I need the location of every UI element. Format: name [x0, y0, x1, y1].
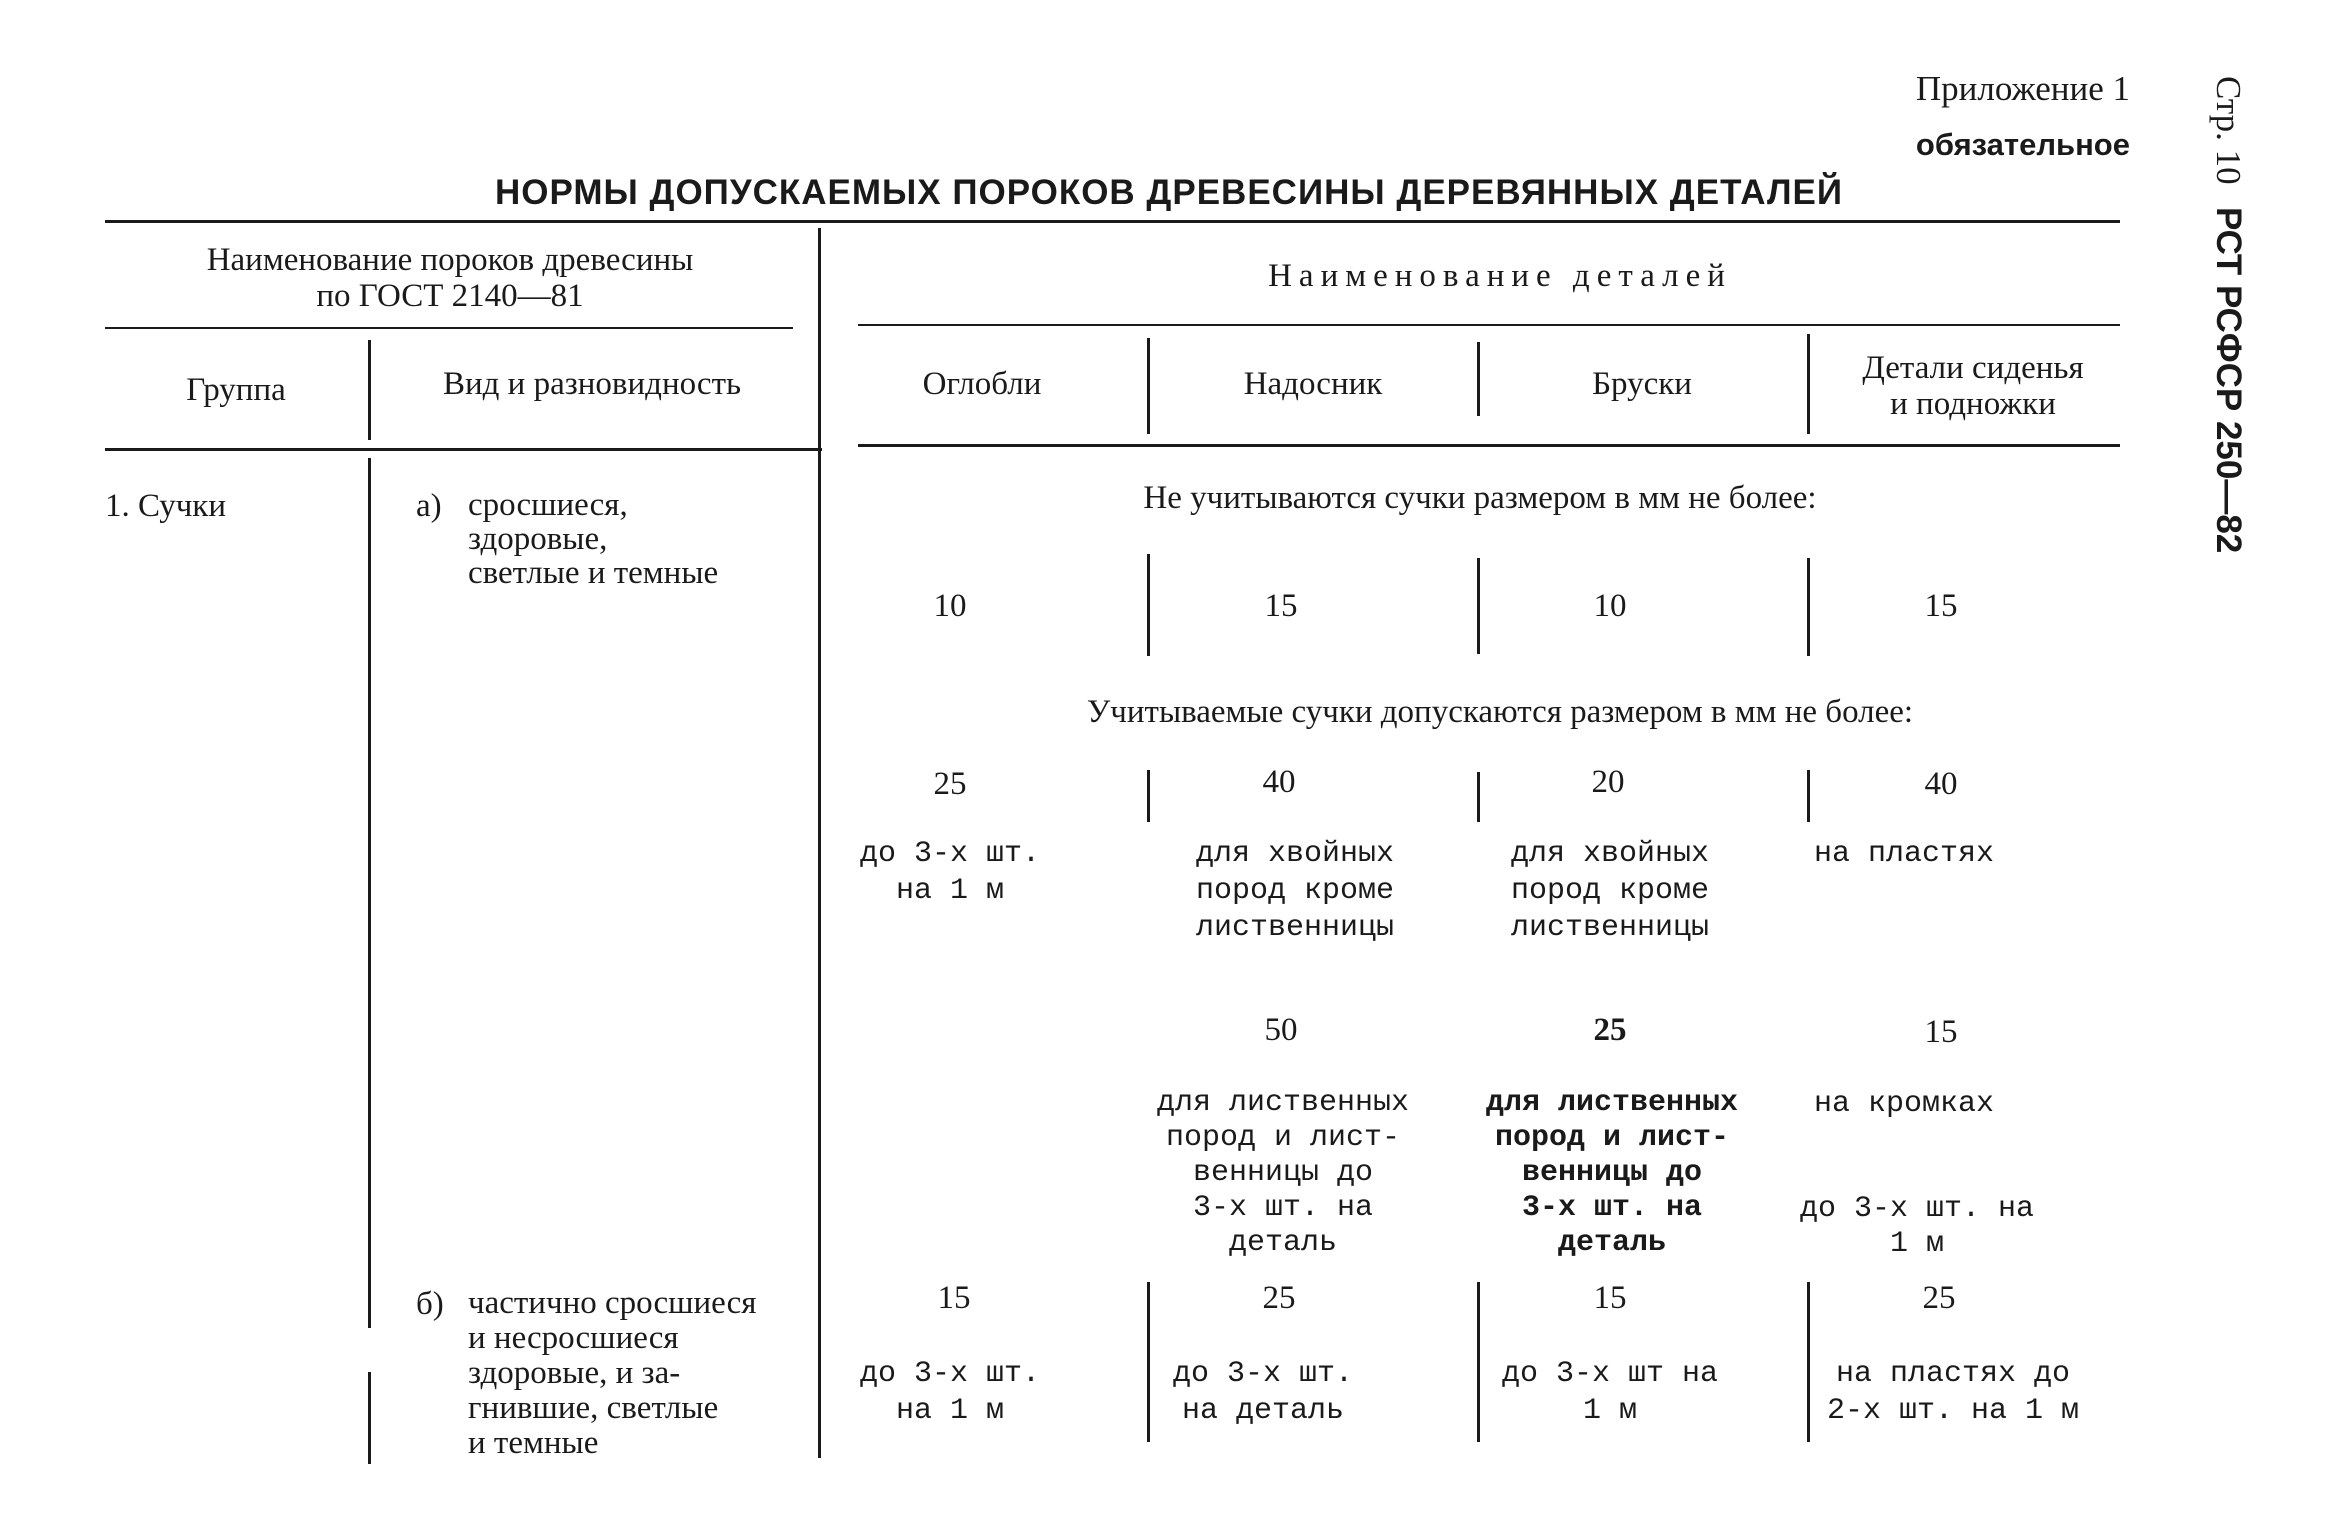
note-brus-1: для хвойных пород кроме лиственницы — [1510, 837, 1710, 945]
col-divider-2-row2 — [1477, 772, 1480, 822]
span-allowed: Учитываемые сучки допускаются размером в мм не более: — [1086, 694, 1914, 730]
allowed-2-brus: 25 — [1593, 1012, 1627, 1048]
note-det-2b: до 3-х шт. на 1 м — [1799, 1192, 2035, 1261]
appendix-label: Приложение 1 — [1915, 69, 2130, 108]
kind-a: сросшиеся, здоровые, светлые и темные — [468, 487, 719, 591]
allowed-nad: 40 — [1262, 764, 1296, 800]
group-column-divider-head — [368, 340, 371, 440]
ignored-brus: 10 — [1593, 588, 1627, 624]
col-ogl: Оглобли — [922, 366, 1042, 402]
side-page: Стр. 10 — [2209, 76, 2248, 185]
col-divider-1-row2 — [1147, 770, 1150, 822]
span-ignored: Не учитываются сучки размером в мм не более: — [1143, 480, 1817, 516]
allowed-2-det: 15 — [1924, 1014, 1958, 1050]
kind-b: частично сросшиеся и несросшиеся здоровые, и за- гнившие, светлые и темные — [468, 1285, 757, 1461]
value-b-nad: 25 — [1262, 1280, 1296, 1316]
defects-sub-rule — [105, 327, 793, 329]
col-divider-3-row3 — [1807, 1282, 1810, 1442]
col-divider-3-row2 — [1807, 770, 1810, 822]
parts-sub-rule — [858, 324, 2120, 326]
ignored-det: 15 — [1924, 588, 1958, 624]
col-divider-3-row1 — [1807, 558, 1810, 656]
head-parts: Наименование деталей — [1268, 258, 1732, 294]
col-divider-2-head — [1477, 342, 1480, 416]
col-divider-2-row1 — [1477, 558, 1480, 654]
group-1: 1. Сучки — [105, 488, 226, 524]
appendix-status: обязательное — [1915, 127, 2130, 162]
value-b-ogl: 15 — [937, 1280, 971, 1316]
col-divider-1-row3 — [1147, 1282, 1150, 1442]
note-nad-1: для хвойных пород кроме лиственницы — [1195, 837, 1395, 945]
note-ogl-b: до 3-х шт. на 1 м — [859, 1357, 1041, 1428]
col-group: Группа — [186, 372, 286, 408]
value-b-brus: 15 — [1593, 1280, 1627, 1316]
main-column-divider — [818, 228, 821, 1458]
note-det-1: на пластях — [1814, 837, 1995, 871]
head-defects: Наименование пороков древесины по ГОСТ 2140—81 — [206, 242, 694, 314]
col-nad: Надосник — [1243, 366, 1383, 402]
value-b-det: 25 — [1922, 1280, 1956, 1316]
note-nad-2: для лиственных пород и лист- венницы до 3-х шт. на деталь — [1156, 1086, 1410, 1260]
side-standard: РСТ РСФСР 250—82 — [2209, 207, 2248, 554]
col-divider-1-head — [1147, 338, 1150, 434]
col-divider-1-row1 — [1147, 554, 1150, 656]
ignored-nad: 15 — [1264, 588, 1298, 624]
kind-a-marker: а) — [416, 488, 442, 524]
page-title: НОРМЫ ДОПУСКАЕМЫХ ПОРОКОВ ДРЕВЕСИНЫ ДЕРЕВЯННЫХ ДЕТАЛЕЙ — [495, 173, 1844, 212]
note-det-2a: на кромках — [1814, 1087, 1995, 1121]
group-column-divider-body-2 — [368, 1372, 371, 1464]
side-label — [2208, 76, 2248, 554]
table-top-rule — [105, 220, 2120, 223]
header-bottom-rule-left — [105, 448, 822, 451]
col-brus: Бруски — [1592, 366, 1692, 402]
allowed-det: 40 — [1924, 766, 1958, 802]
col-kind: Вид и разновидность — [442, 366, 742, 402]
col-divider-3-head — [1807, 334, 1810, 434]
allowed-2-nad: 50 — [1264, 1012, 1298, 1048]
col-divider-2-row3 — [1477, 1282, 1480, 1442]
header-bottom-rule-right — [858, 444, 2120, 447]
group-column-divider-body-1 — [368, 458, 371, 1328]
ignored-ogl: 10 — [933, 588, 967, 624]
allowed-ogl: 25 — [933, 766, 967, 802]
note-brus-b: до 3-х шт на 1 м — [1501, 1357, 1719, 1428]
note-nad-b: до 3-х шт. на деталь — [1172, 1357, 1354, 1428]
col-det: Детали сиденья и подножки — [1862, 350, 2084, 422]
note-ogl-1: до 3-х шт. на 1 м — [859, 837, 1041, 908]
note-brus-2: для лиственных пород и лист- венницы до 3-х шт. на деталь — [1485, 1086, 1739, 1260]
kind-b-marker: б) — [416, 1286, 444, 1322]
allowed-brus: 20 — [1591, 764, 1625, 800]
note-det-b: на пластях до 2-х шт. на 1 м — [1826, 1357, 2080, 1428]
